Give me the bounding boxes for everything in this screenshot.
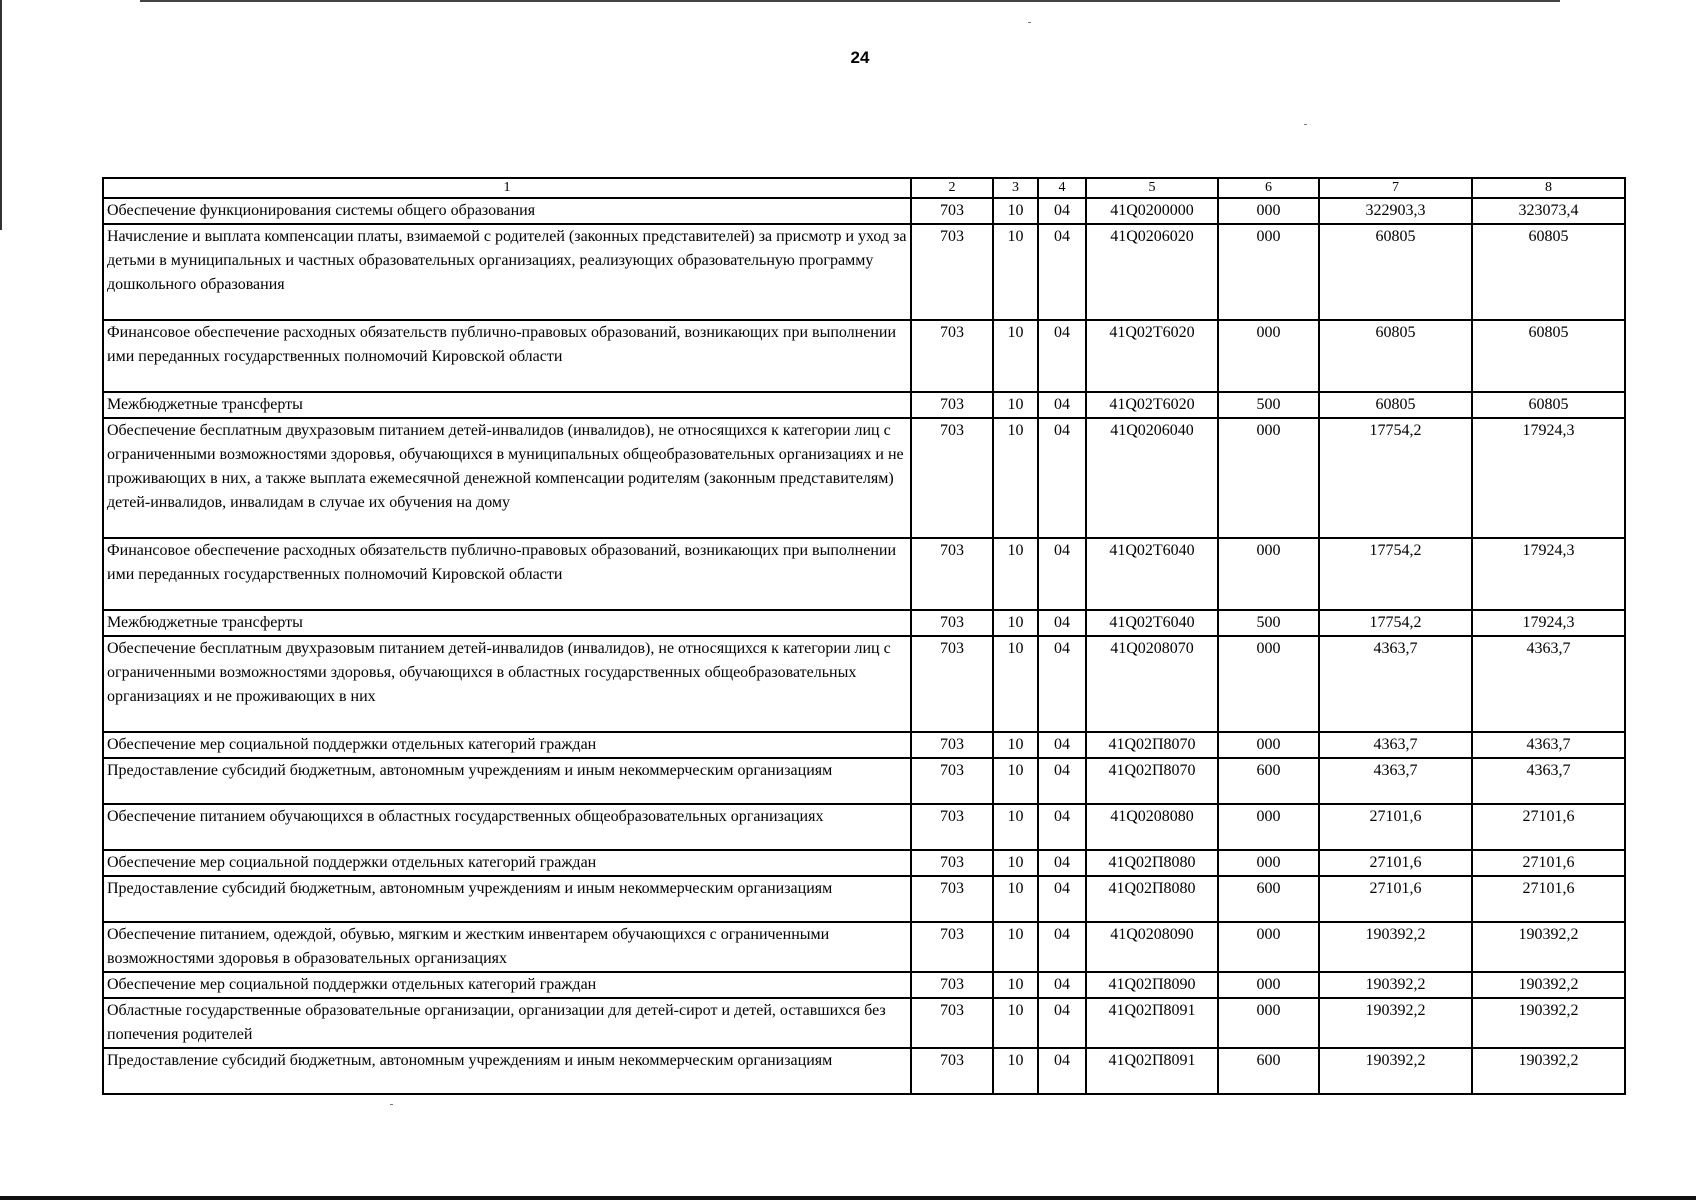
row-code-4: 04 (1038, 850, 1086, 876)
row-amount-year-2: 27101,6 (1472, 876, 1625, 922)
column-header-1: 1 (103, 178, 911, 198)
row-amount-year-1: 4363,7 (1319, 758, 1472, 804)
row-code-3: 10 (993, 224, 1038, 320)
row-amount-year-2: 190392,2 (1472, 972, 1625, 998)
row-amount-year-2: 27101,6 (1472, 804, 1625, 850)
scan-speck (1304, 124, 1307, 125)
row-expense-type: 000 (1218, 636, 1319, 732)
row-amount-year-1: 190392,2 (1319, 998, 1472, 1048)
row-code-2: 703 (911, 224, 993, 320)
row-code-4: 04 (1038, 320, 1086, 392)
row-amount-year-1: 17754,2 (1319, 610, 1472, 636)
row-code-4: 04 (1038, 758, 1086, 804)
row-code-3: 10 (993, 758, 1038, 804)
row-code-4: 04 (1038, 224, 1086, 320)
row-amount-year-1: 322903,3 (1319, 198, 1472, 224)
row-description: Финансовое обеспечение расходных обязательств публично-правовых образований, возникающих при выполнении ими переданных государственных полномочий Кировской области (103, 538, 911, 610)
row-expense-type: 000 (1218, 850, 1319, 876)
row-description: Обеспечение питанием, одеждой, обувью, мягким и жестким инвентарем обучающихся с ограниченными возможностями здоровья в образовательных организациях (103, 922, 911, 972)
row-code-2: 703 (911, 804, 993, 850)
scan-speck (1028, 22, 1031, 23)
row-description: Обеспечение бесплатным двухразовым питанием детей-инвалидов (инвалидов), не относящихся к категории лиц с ограниченными возможностями здоровья, обучающихся в областных государственных общеобразовательных организациях и не проживающих в них (103, 636, 911, 732)
row-code-4: 04 (1038, 876, 1086, 922)
row-target-code: 41Q02Т6020 (1086, 320, 1218, 392)
row-description: Обеспечение мер социальной поддержки отдельных категорий граждан (103, 972, 911, 998)
row-target-code: 41Q0206020 (1086, 224, 1218, 320)
row-expense-type: 600 (1218, 758, 1319, 804)
column-header-7: 7 (1319, 178, 1472, 198)
row-code-4: 04 (1038, 998, 1086, 1048)
row-target-code: 41Q02П8091 (1086, 998, 1218, 1048)
row-description: Начисление и выплата компенсации платы, взимаемой с родителей (законных представителей) за присмотр и уход за детьми в муниципальных и частных образовательных организациях, реализующих образовательную программу дошкольного образования (103, 224, 911, 320)
row-expense-type: 000 (1218, 418, 1319, 538)
table-row (103, 538, 1625, 610)
row-code-4: 04 (1038, 972, 1086, 998)
row-target-code: 41Q0208090 (1086, 922, 1218, 972)
row-code-4: 04 (1038, 392, 1086, 418)
row-code-4: 04 (1038, 732, 1086, 758)
row-description: Межбюджетные трансферты (103, 610, 911, 636)
row-target-code: 41Q02П8080 (1086, 876, 1218, 922)
table-row (103, 1048, 1625, 1094)
row-description: Обеспечение мер социальной поддержки отдельных категорий граждан (103, 850, 911, 876)
row-amount-year-2: 27101,6 (1472, 850, 1625, 876)
row-expense-type: 000 (1218, 224, 1319, 320)
row-code-3: 10 (993, 636, 1038, 732)
row-description: Областные государственные образовательные организации, организации для детей-сирот и детей, оставшихся без попечения родителей (103, 998, 911, 1048)
row-code-3: 10 (993, 972, 1038, 998)
row-code-4: 04 (1038, 418, 1086, 538)
row-amount-year-2: 323073,4 (1472, 198, 1625, 224)
scan-bottom-edge (0, 1196, 1696, 1200)
row-code-4: 04 (1038, 804, 1086, 850)
row-amount-year-2: 4363,7 (1472, 636, 1625, 732)
row-expense-type: 000 (1218, 922, 1319, 972)
table-row (103, 392, 1625, 418)
row-amount-year-2: 17924,3 (1472, 418, 1625, 538)
row-code-3: 10 (993, 732, 1038, 758)
row-code-2: 703 (911, 922, 993, 972)
budget-table (102, 177, 1626, 1095)
row-code-3: 10 (993, 850, 1038, 876)
row-code-2: 703 (911, 972, 993, 998)
row-code-3: 10 (993, 1048, 1038, 1094)
row-code-4: 04 (1038, 198, 1086, 224)
row-description: Обеспечение бесплатным двухразовым питанием детей-инвалидов (инвалидов), не относящихся к категории лиц с ограниченными возможностями здоровья, обучающихся в муниципальных общеобразовательных организациях и не проживающих в них, а также выплата ежемесячной денежной компенсации родителям (законным представителям) детей-инвалидов, инвалидам в случае их обучения на дому (103, 418, 911, 538)
row-code-2: 703 (911, 392, 993, 418)
table-row (103, 972, 1625, 998)
row-target-code: 41Q02П8080 (1086, 850, 1218, 876)
table-row (103, 732, 1625, 758)
row-expense-type: 500 (1218, 392, 1319, 418)
row-amount-year-2: 190392,2 (1472, 922, 1625, 972)
table-row (103, 876, 1625, 922)
table-body (103, 178, 1625, 1094)
row-code-2: 703 (911, 1048, 993, 1094)
table-row (103, 850, 1625, 876)
row-code-4: 04 (1038, 538, 1086, 610)
table-row (103, 320, 1625, 392)
row-code-2: 703 (911, 636, 993, 732)
row-target-code: 41Q0208080 (1086, 804, 1218, 850)
scan-speck (390, 1104, 393, 1105)
row-code-2: 703 (911, 732, 993, 758)
row-code-2: 703 (911, 538, 993, 610)
row-amount-year-2: 60805 (1472, 320, 1625, 392)
row-amount-year-2: 17924,3 (1472, 610, 1625, 636)
row-code-2: 703 (911, 610, 993, 636)
row-amount-year-1: 27101,6 (1319, 876, 1472, 922)
row-expense-type: 000 (1218, 732, 1319, 758)
row-target-code: 41Q02Т6040 (1086, 610, 1218, 636)
row-code-4: 04 (1038, 1048, 1086, 1094)
row-amount-year-1: 190392,2 (1319, 972, 1472, 998)
table-row (103, 636, 1625, 732)
row-code-2: 703 (911, 850, 993, 876)
row-target-code: 41Q0200000 (1086, 198, 1218, 224)
row-code-2: 703 (911, 758, 993, 804)
row-target-code: 41Q02П8090 (1086, 972, 1218, 998)
row-amount-year-1: 60805 (1319, 320, 1472, 392)
row-amount-year-1: 60805 (1319, 224, 1472, 320)
row-expense-type: 500 (1218, 610, 1319, 636)
table-row (103, 998, 1625, 1048)
row-description: Обеспечение мер социальной поддержки отдельных категорий граждан (103, 732, 911, 758)
row-code-3: 10 (993, 392, 1038, 418)
row-code-3: 10 (993, 998, 1038, 1048)
row-code-3: 10 (993, 418, 1038, 538)
row-code-4: 04 (1038, 922, 1086, 972)
row-amount-year-2: 17924,3 (1472, 538, 1625, 610)
table-row (103, 418, 1625, 538)
row-code-2: 703 (911, 876, 993, 922)
row-expense-type: 000 (1218, 320, 1319, 392)
row-expense-type: 000 (1218, 998, 1319, 1048)
row-description: Предоставление субсидий бюджетным, автономным учреждениям и иным некоммерческим организациям (103, 758, 911, 804)
header-row (103, 178, 1625, 198)
row-code-3: 10 (993, 876, 1038, 922)
row-code-3: 10 (993, 610, 1038, 636)
row-code-3: 10 (993, 320, 1038, 392)
row-description: Финансовое обеспечение расходных обязательств публично-правовых образований, возникающих при выполнении ими переданных государственных полномочий Кировской области (103, 320, 911, 392)
column-header-2: 2 (911, 178, 993, 198)
row-code-3: 10 (993, 198, 1038, 224)
row-amount-year-2: 60805 (1472, 392, 1625, 418)
table-row (103, 804, 1625, 850)
table-row (103, 922, 1625, 972)
row-amount-year-1: 190392,2 (1319, 1048, 1472, 1094)
page-number: 24 (850, 48, 870, 67)
row-amount-year-1: 190392,2 (1319, 922, 1472, 972)
row-amount-year-2: 190392,2 (1472, 1048, 1625, 1094)
row-amount-year-2: 190392,2 (1472, 998, 1625, 1048)
row-amount-year-1: 27101,6 (1319, 804, 1472, 850)
row-expense-type: 600 (1218, 876, 1319, 922)
table-row (103, 224, 1625, 320)
column-header-6: 6 (1218, 178, 1319, 198)
row-amount-year-2: 4363,7 (1472, 732, 1625, 758)
row-expense-type: 000 (1218, 972, 1319, 998)
row-code-4: 04 (1038, 610, 1086, 636)
row-description: Обеспечение функционирования системы общего образования (103, 198, 911, 224)
row-code-3: 10 (993, 804, 1038, 850)
row-target-code: 41Q0208070 (1086, 636, 1218, 732)
table-row (103, 198, 1625, 224)
row-description: Предоставление субсидий бюджетным, автономным учреждениям и иным некоммерческим организациям (103, 1048, 911, 1094)
row-code-2: 703 (911, 418, 993, 538)
row-target-code: 41Q02П8091 (1086, 1048, 1218, 1094)
row-expense-type: 000 (1218, 198, 1319, 224)
column-header-4: 4 (1038, 178, 1086, 198)
row-expense-type: 000 (1218, 538, 1319, 610)
row-amount-year-1: 4363,7 (1319, 732, 1472, 758)
row-expense-type: 000 (1218, 804, 1319, 850)
column-header-3: 3 (993, 178, 1038, 198)
scan-top-edge (140, 0, 1560, 2)
row-amount-year-1: 60805 (1319, 392, 1472, 418)
row-description: Межбюджетные трансферты (103, 392, 911, 418)
row-amount-year-1: 17754,2 (1319, 538, 1472, 610)
row-amount-year-1: 17754,2 (1319, 418, 1472, 538)
row-expense-type: 600 (1218, 1048, 1319, 1094)
row-amount-year-2: 4363,7 (1472, 758, 1625, 804)
row-code-3: 10 (993, 538, 1038, 610)
row-code-2: 703 (911, 198, 993, 224)
row-code-2: 703 (911, 998, 993, 1048)
table-row (103, 758, 1625, 804)
table-row (103, 610, 1625, 636)
row-description: Обеспечение питанием обучающихся в областных государственных общеобразовательных организациях (103, 804, 911, 850)
row-code-2: 703 (911, 320, 993, 392)
column-header-5: 5 (1086, 178, 1218, 198)
row-target-code: 41Q02Т6040 (1086, 538, 1218, 610)
row-target-code: 41Q02П8070 (1086, 758, 1218, 804)
row-code-3: 10 (993, 922, 1038, 972)
row-amount-year-1: 4363,7 (1319, 636, 1472, 732)
scan-left-edge (0, 0, 2, 230)
row-description: Предоставление субсидий бюджетным, автономным учреждениям и иным некоммерческим организациям (103, 876, 911, 922)
row-target-code: 41Q02Т6020 (1086, 392, 1218, 418)
row-target-code: 41Q02П8070 (1086, 732, 1218, 758)
row-target-code: 41Q0206040 (1086, 418, 1218, 538)
column-header-8: 8 (1472, 178, 1625, 198)
row-amount-year-1: 27101,6 (1319, 850, 1472, 876)
row-code-4: 04 (1038, 636, 1086, 732)
row-amount-year-2: 60805 (1472, 224, 1625, 320)
